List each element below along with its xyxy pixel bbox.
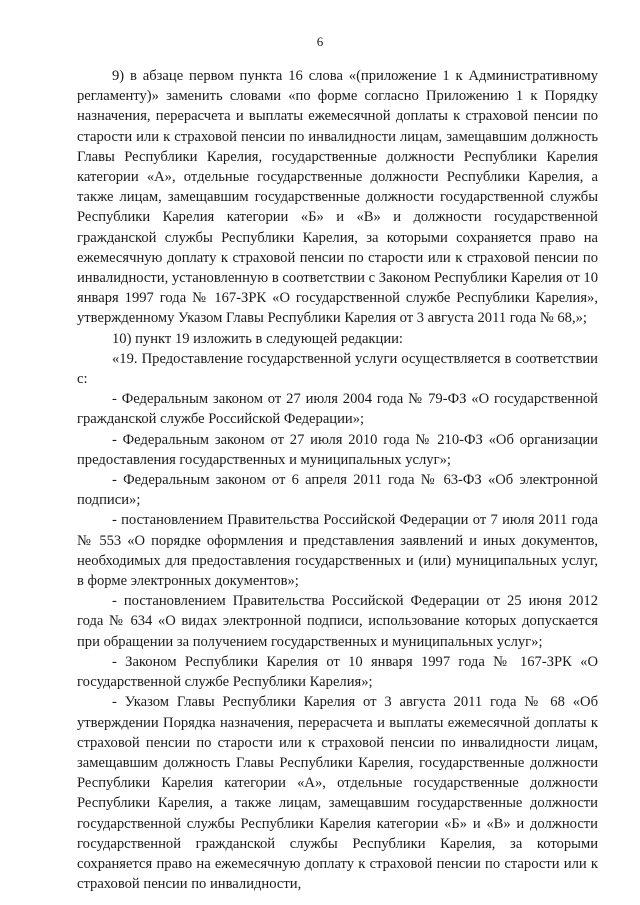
list-item-karelia-law-167: - Законом Республики Карелия от 10 января 1997 года № 167-ЗРК «О государственной службе Республики Карелия»; (77, 653, 598, 691)
list-item-government-decree-634: - постановлением Правительства Российской Федерации от 25 июня 2012 года № 634 «О видах электронной подписи, использование которых допускается при обращении за получением государственных и муниципальных услуг»; (77, 593, 598, 650)
paragraph-item-10: 10) пункт 19 изложить в следующей редакции: (112, 330, 403, 347)
list-item-federal-law-210: - Федеральным законом от 27 июля 2010 года № 210-ФЗ «Об организации предоставления государственных и муниципальных услуг»; (77, 431, 598, 468)
list-item-federal-law-63: - Федеральным законом от 6 апреля 2011 года № 63-ФЗ «Об электронной подписи»; (77, 472, 598, 509)
page-number: 6 (316, 34, 324, 49)
list-item-karelia-decree-68: - Указом Главы Республики Карелия от 3 августа 2011 года № 68 «Об утверждении Порядка назначения, перерасчета и выплаты ежемесячной доплаты к страховой пенсии по старости или к страховой пенсии по инвалидности лицам, замещавшим должность Главы Республики Карелия, государственные должности Республики Карелия категории «А», отдельные государственные должности Республики Карелия, а также лицам, замещавшим государственные должности государственной службы Республики Карелия категории «Б» и «В» и должности государственной гражданской службы Республики Карелия, за которыми сохраняется право на ежемесячную доплату к страховой пенсии по старости или к страховой пенсии по инвалидности, (77, 694, 598, 893)
list-item-government-decree-553: - постановлением Правительства Российской Федерации от 7 июля 2011 года № 553 «О порядке оформления и представления заявлений и иных документов, необходимых для предоставления государственных и (или) муниципальных услуг, в форме электронных документов»; (77, 512, 598, 590)
paragraph-point-19-intro: «19. Предоставление государственной услуги осуществляется в соответствии с: (77, 350, 598, 388)
paragraph-item-9: 9) в абзаце первом пункта 16 слова «(приложение 1 к Административному регламенту)» заменить словами «по форме согласно Приложению 1 к Порядку назначения, перерасчета и выплаты ежемесячной доплаты к страховой пенсии по старости или к страховой пенсии по инвалидности лицам, замещавшим должность Главы Республики Карелия, государственные должности Республики Карелия категории «А», отдельные государственные должности Республики Карелия, а также лицам, замещавшим государственные должности государственной службы Республики Карелия категории «Б» и «В» и должности государственной гражданской службы Республики Карелия, за которыми сохраняется право на ежемесячную доплату к страховой пенсии по старости или к страховой пенсии по инвалидности, установленную в соответствии с Законом Республики Карелия от 10 января 1997 года № 167-ЗРК «О государственной службе Республики Карелия», утвержденному Указом Главы Республики Карелия от 3 августа 2011 года № 68,»; (77, 68, 598, 327)
document-body (77, 66, 598, 894)
list-item-federal-law-79: - Федеральным законом от 27 июля 2004 года № 79-ФЗ «О государственной гражданской службе Российской Федерации»; (77, 391, 598, 428)
